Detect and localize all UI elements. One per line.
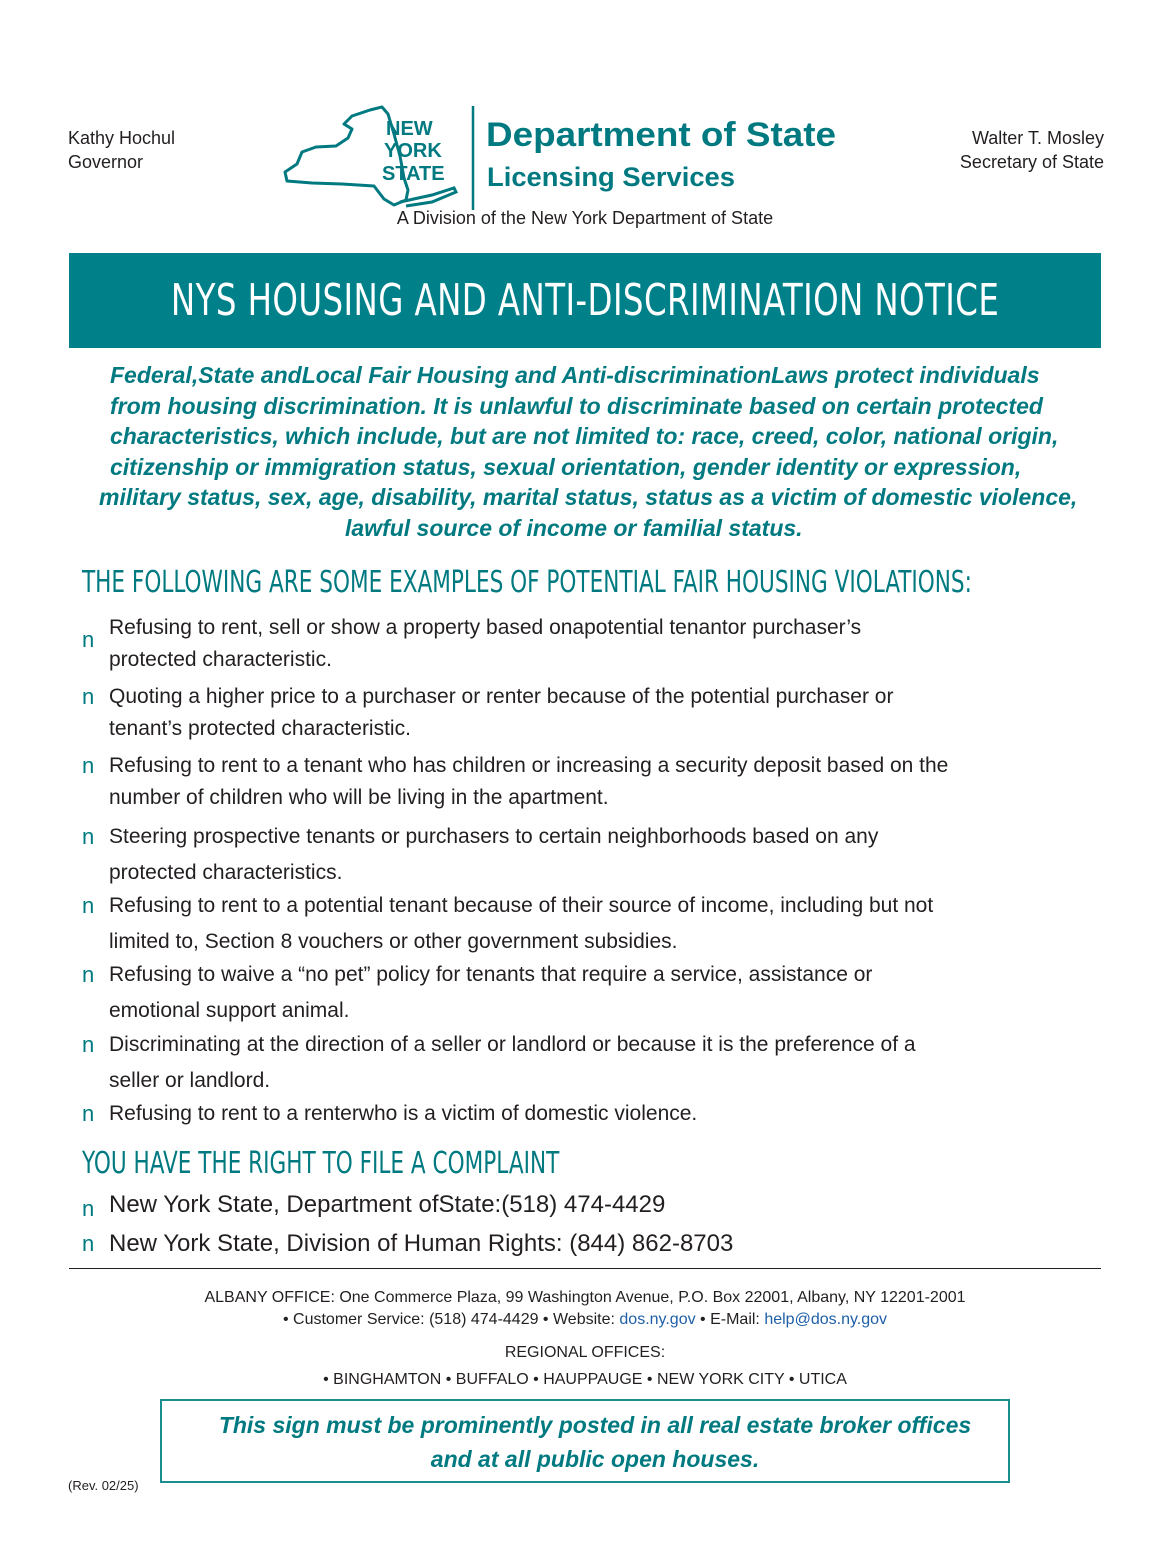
footer-divider bbox=[69, 1268, 1101, 1269]
list-item: n Quoting a higher price to a purchaser or renter because of the potential purchaser or tenant’s protected characteristic. bbox=[82, 681, 1122, 745]
complaint-item-dhr: n New York State, Division of Human Rights: (844) 862-8703 bbox=[82, 1228, 1122, 1260]
bullet-icon: n bbox=[82, 1231, 95, 1256]
intro-line: characteristics, which include, but are not limited to: race, creed, color, national origin, bbox=[110, 423, 1059, 449]
posting-notice: This sign must be prominently posted in all real estate broker offices and at all public open houses. bbox=[218, 1412, 972, 1472]
secretary-title: Secretary of State bbox=[959, 152, 1104, 172]
department-name: Department of State bbox=[486, 116, 836, 154]
logo-york: YORK bbox=[384, 140, 442, 162]
intro-paragraph bbox=[92, 360, 1162, 543]
bullet-icon: n bbox=[82, 893, 95, 918]
governor-block bbox=[68, 126, 175, 174]
intro-line: Federal,State andLocal Fair Housing and Anti-discriminationLaws protect individuals bbox=[110, 362, 1040, 388]
secretary-name: Walter T. Mosley bbox=[971, 128, 1104, 148]
albany-office: ALBANY OFFICE: One Commerce Plaza, 99 Washington Avenue, P.O. Box 22001, Albany, NY 12201-2001 bbox=[204, 1289, 966, 1306]
bullet-icon: n bbox=[82, 1196, 95, 1221]
title-banner bbox=[69, 253, 1101, 348]
list-item: n Refusing to rent, sell or show a property based onapotential tenantor purchaser’s protected characteristic. bbox=[82, 616, 862, 671]
governor-title: Governor bbox=[68, 152, 144, 172]
bullet-icon: n bbox=[82, 1032, 95, 1057]
regional-list: • BINGHAMTON • BUFFALO • HAUPPAUGE • NEW YORK CITY • UTICA bbox=[323, 1371, 847, 1388]
secretary-block bbox=[960, 126, 1104, 174]
website-link[interactable]: dos.ny.gov bbox=[619, 1311, 696, 1328]
nys-dos-logo bbox=[282, 104, 842, 212]
intro-line: military status, sex, age, disability, marital status, status as a victim of domestic violence, bbox=[99, 484, 1078, 510]
list-item: n Refusing to rent to a renterwho is a victim of domestic violence. bbox=[82, 1098, 1122, 1130]
bullet-icon: n bbox=[82, 627, 95, 652]
governor-name: Kathy Hochul bbox=[68, 128, 176, 148]
intro-line: from housing discrimination. It is unlawful to discriminate based on certain protected bbox=[110, 392, 1043, 419]
list-item: n Discriminating at the direction of a seller or landlord or because it is the preference of a seller or landlord. bbox=[82, 1027, 1122, 1099]
email-link[interactable]: help@dos.ny.gov bbox=[764, 1311, 888, 1328]
bullet-icon: n bbox=[82, 753, 95, 778]
intro-line: citizenship or immigration status, sexual orientation, gender identity or expression, bbox=[110, 453, 1022, 480]
complaint-item-dos: n New York State, Department ofState:(518) 474-4429 bbox=[82, 1189, 1122, 1221]
list-item: n Refusing to waive a “no pet” policy for tenants that require a service, assistance or emotional support animal. bbox=[82, 957, 1122, 1029]
bullet-icon: n bbox=[82, 684, 95, 709]
intro-line: lawful source of income or familial status. bbox=[345, 514, 803, 541]
revision-date: (Rev. 02/25) bbox=[68, 1478, 139, 1493]
regional-label: REGIONAL OFFICES: bbox=[504, 1344, 666, 1361]
list-item: n Steering prospective tenants or purchasers to certain neighborhoods based on any protected characteristics. bbox=[82, 819, 1122, 891]
logo-new: NEW bbox=[386, 118, 433, 140]
page-title: NYS HOUSING AND ANTI-DISCRIMINATION NOTICE bbox=[170, 275, 1000, 326]
list-item: n Refusing to rent to a tenant who has children or increasing a security deposit based on the number of children who will be living in the apartment. bbox=[82, 750, 1122, 814]
list-item: n Refusing to rent to a potential tenant because of their source of income, including but not limited to, Section 8 vouchers or other government subsidies. bbox=[82, 888, 1122, 960]
service-name: Licensing Services bbox=[487, 162, 735, 192]
examples-heading: THE FOLLOWING ARE SOME EXAMPLES OF POTENTIAL FAIR HOUSING VIOLATIONS: bbox=[82, 565, 972, 600]
bullet-icon: n bbox=[82, 1101, 95, 1126]
bullet-icon: n bbox=[82, 824, 95, 849]
bullet-icon: n bbox=[82, 962, 95, 987]
logo-state: STATE bbox=[382, 163, 445, 185]
contact-line: • Customer Service: (518) 474-4429 • Website: dos.ny.gov • E-Mail: help@dos.ny.gov bbox=[282, 1311, 888, 1328]
division-line: A Division of the New York Department of State bbox=[396, 208, 774, 228]
complaint-heading: YOU HAVE THE RIGHT TO FILE A COMPLAINT bbox=[82, 1146, 560, 1181]
